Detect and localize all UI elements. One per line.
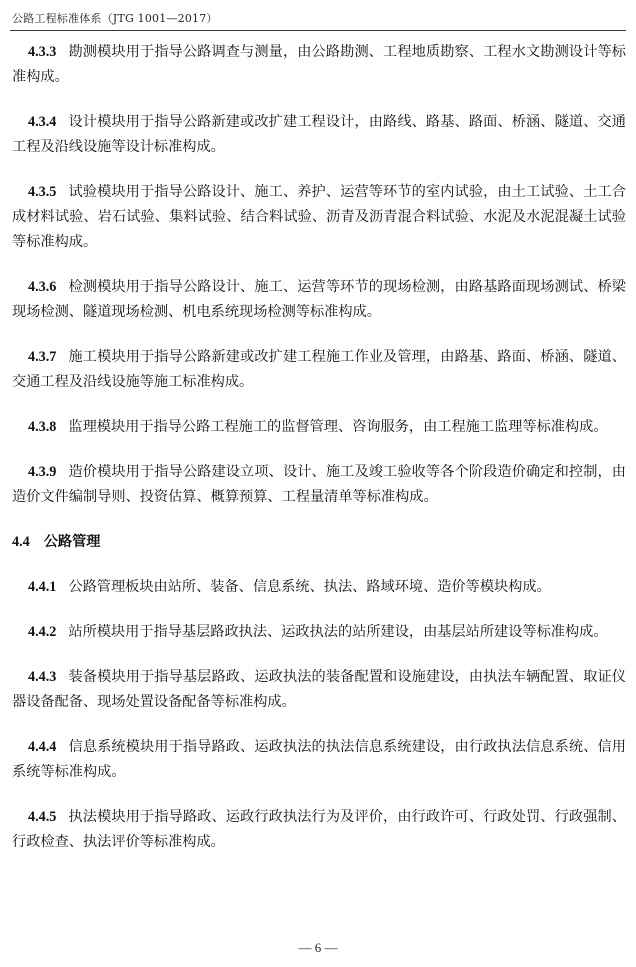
page-number: — 6 — <box>298 940 338 955</box>
clause-4-4-3 <box>12 665 626 715</box>
clause-4-4-2 <box>12 620 626 645</box>
clause-text: 执法模块用于指导路政、运政行政执法行为及评价，由行政许可、行政处罚、行政强制、行政检查、执法评价等标准构成。 <box>12 809 626 850</box>
section-heading <box>12 530 626 555</box>
clause-text: 试验模块用于指导公路设计、施工、养护、运营等环节的室内试验，由土工试验、土工合成材料试验、岩石试验、集料试验、结合料试验、沥青及沥青混合料试验、水泥及水泥混凝土试验等标准构成。 <box>12 184 626 250</box>
clause-number: 4.4.4 <box>28 739 57 755</box>
page-content <box>12 40 626 875</box>
clause-4-3-9 <box>12 460 626 510</box>
clause-4-4-5 <box>12 805 626 855</box>
clause-text: 公路管理板块由站所、装备、信息系统、执法、路域环境、造价等模块构成。 <box>68 579 551 595</box>
clause-text: 监理模块用于指导公路工程施工的监督管理、咨询服务，由工程施工监理等标准构成。 <box>68 419 608 435</box>
clause-text: 信息系统模块用于指导路政、运政执法的执法信息系统建设，由行政执法信息系统、信用系统等标准构成。 <box>12 739 626 780</box>
clause-text: 施工模块用于指导公路新建或改扩建工程施工作业及管理，由路基、路面、桥涵、隧道、交通工程及沿线设施等施工标准构成。 <box>12 349 626 390</box>
section-number: 4.4 <box>12 534 30 550</box>
clause-text: 造价模块用于指导公路建设立项、设计、施工及竣工验收等各个阶段造价确定和控制，由造价文件编制导则、投资估算、概算预算、工程量清单等标准构成。 <box>12 464 626 505</box>
clause-4-3-3 <box>12 40 626 90</box>
clause-text: 装备模块用于指导基层路政、运政执法的装备配置和设施建设，由执法车辆配置、取证仪器设备配备、现场处置设备配备等标准构成。 <box>12 669 626 710</box>
clause-number: 4.3.5 <box>28 184 57 200</box>
clause-number: 4.3.6 <box>28 279 57 295</box>
clause-number: 4.4.1 <box>28 579 57 595</box>
clause-4-3-4 <box>12 110 626 160</box>
clause-4-3-5 <box>12 180 626 255</box>
running-header: 公路工程标准体系（JTG 1001—2017） <box>12 12 218 25</box>
clause-number: 4.3.9 <box>28 464 57 480</box>
clause-4-3-7 <box>12 345 626 395</box>
clause-4-4-4 <box>12 735 626 785</box>
clause-number: 4.4.5 <box>28 809 57 825</box>
clause-number: 4.3.8 <box>28 419 57 435</box>
header-rule <box>10 30 626 31</box>
clause-number: 4.4.3 <box>28 669 57 685</box>
clause-4-3-6 <box>12 275 626 325</box>
clause-number: 4.3.7 <box>28 349 57 365</box>
clause-number: 4.4.2 <box>28 624 57 640</box>
clause-text: 检测模块用于指导公路设计、施工、运营等环节的现场检测，由路基路面现场测试、桥梁现场检测、隧道现场检测、机电系统现场检测等标准构成。 <box>12 279 626 320</box>
clause-4-3-8 <box>12 415 626 440</box>
clause-number: 4.3.4 <box>28 114 57 130</box>
clause-text: 站所模块用于指导基层路政执法、运政执法的站所建设，由基层站所建设等标准构成。 <box>68 624 608 640</box>
clause-4-4-1 <box>12 575 626 600</box>
section-title: 公路管理 <box>43 534 101 550</box>
clause-text: 设计模块用于指导公路新建或改扩建工程设计，由路线、路基、路面、桥涵、隧道、交通工程及沿线设施等设计标准构成。 <box>12 114 626 155</box>
clause-text: 勘测模块用于指导公路调查与测量，由公路勘测、工程地质勘察、工程水文勘测设计等标准构成。 <box>12 44 626 85</box>
clause-number: 4.3.3 <box>28 44 57 60</box>
